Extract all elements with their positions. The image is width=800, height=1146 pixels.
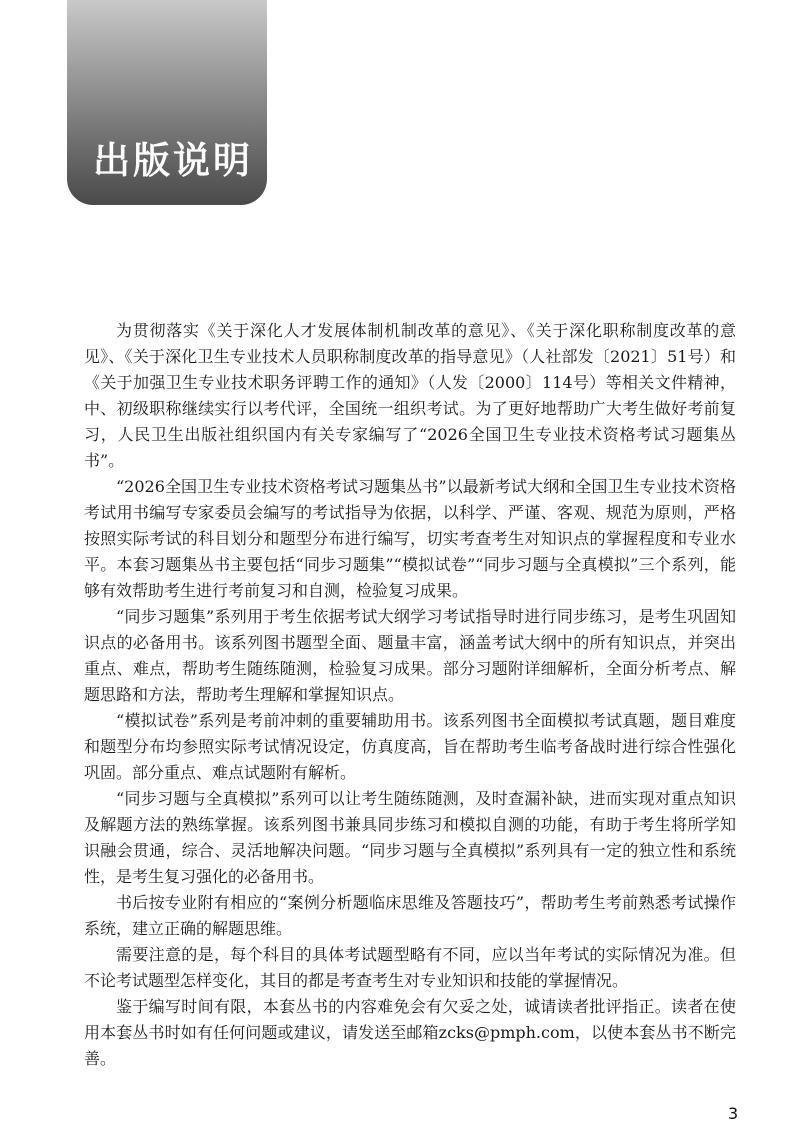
paragraph-4: “模拟试卷”系列是考前冲刺的重要辅助用书。该系列图书全面模拟考试真题，题目难度和题型分布均参照实际考试情况设定，仿真度高，旨在帮助考生临考备战时进行综合性强化巩固。部分重点、难点试题附有解析。 (84, 711, 736, 782)
paragraph-3: “同步习题集”系列用于考生依据考试大纲学习考试指导时进行同步练习，是考生巩固知识点的必备用书。该系列图书题型全面、题量丰富，涵盖考试大纲中的所有知识点，并突出重点、难点，帮助考生随练随测，检验复习成果。部分习题附详细解析，全面分析考点、解题思路和方法，帮助考生理解和掌握知识点。 (84, 607, 736, 704)
paragraph-8: 鉴于编写时间有限，本套丛书的内容难免会有欠妥之处，诚请读者批评指正。读者在使用本套丛书时如有任何问题或建议，请发送至邮箱zcks@pmph.com，以使本套丛书不断完善。 (84, 997, 736, 1068)
paragraph-7: 需要注意的是，每个科目的具体考试题型略有不同，应以当年考试的实际情况为准。但不论考试题型怎样变化，其目的都是考查考生对专业知识和技能的掌握情况。 (84, 945, 736, 990)
page-number: 3 (728, 1104, 739, 1123)
paragraph-6: 书后按专业附有相应的“案例分析题临床思维及答题技巧”，帮助考生考前熟悉考试操作系统，建立正确的解题思维。 (84, 893, 736, 938)
page-title: 出版说明 (93, 139, 253, 182)
paragraph-2: “2026全国卫生专业技术资格考试习题集丛书”以最新考试大纲和全国卫生专业技术资格考试用书编写专家委员会编写的考试指导为依据，以科学、严谨、客观、规范为原则，严格按照实际考试的科目划分和题型分布进行编写，切实考查考生对知识点的掌握程度和专业水平。本套习题集丛书主要包括“同步习题集”“模拟试卷”“同步习题与全真模拟”三个系列，能够有效帮助考生进行考前复习和自测，检验复习成果。 (84, 477, 736, 600)
body-text (84, 318, 736, 1072)
paragraph-1: 为贯彻落实《关于深化人才发展体制机制改革的意见》、《关于深化职称制度改革的意见》、《关于深化卫生专业技术人员职称制度改革的指导意见》（人社部发〔2021〕51号）和《关于加强卫生专业技术职务评聘工作的通知》（人发〔2000〕114号）等相关文件精神，中、初级职称继续实行以考代评，全国统一组织考试。为了更好地帮助广大考生做好考前复习，人民卫生出版社组织国内有关专家编写了“2026全国卫生专业技术资格考试习题集丛书”。 (84, 321, 736, 470)
paragraph-5: “同步习题与全真模拟”系列可以让考生随练随测，及时查漏补缺，进而实现对重点知识及解题方法的熟练掌握。该系列图书兼具同步练习和模拟自测的功能，有助于考生将所学知识融会贯通，综合、灵活地解决问题。“同步习题与全真模拟”系列具有一定的独立性和系统性，是考生复习强化的必备用书。 (84, 789, 736, 886)
